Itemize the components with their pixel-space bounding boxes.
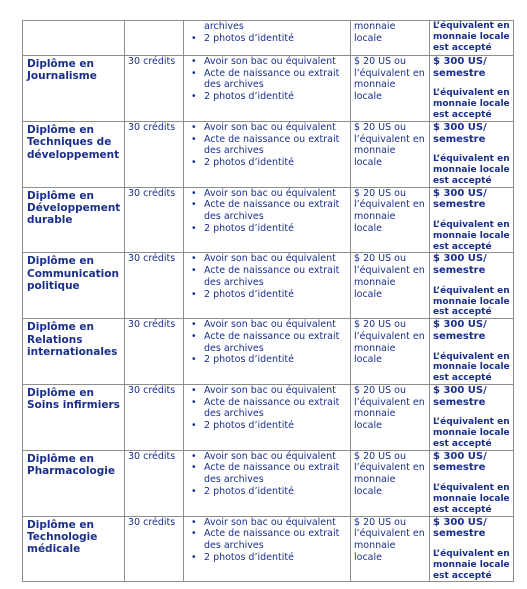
program-name-cell: Diplôme en Journalisme	[23, 56, 125, 122]
requirements-cell	[184, 121, 351, 187]
requirement-item: • Acte de naissance ou extrait des archives	[187, 528, 347, 551]
semester-fee-note: L’équivalent en monnaie locale est accepté	[433, 417, 510, 449]
requirement-item: • 2 photos d’identité	[187, 33, 347, 45]
semester-fee-cell	[430, 319, 514, 385]
requirements-cell	[184, 187, 351, 253]
semester-fee: $ 300 US/ semestre	[433, 253, 487, 277]
semester-fee-cell	[430, 21, 514, 56]
semester-fee: $ 300 US/ semestre	[433, 187, 487, 211]
programs-table	[22, 20, 514, 582]
credits-cell: 30 crédits	[125, 56, 184, 122]
requirement-item: • Acte de naissance ou extrait des archives	[187, 265, 347, 288]
program-name-cell: Diplôme en Pharmacologie	[23, 450, 125, 516]
semester-fee-note: L’équivalent en monnaie locale est accepté	[433, 21, 510, 53]
semester-fee-cell	[430, 121, 514, 187]
local-fee-cell: $ 20 US ou l’équivalent en monnaie locale	[351, 319, 430, 385]
local-fee-cell: $ 20 US ou l’équivalent en monnaie locale	[351, 121, 430, 187]
semester-fee-note: L’équivalent en monnaie locale est accepté	[433, 220, 510, 252]
requirement-item: • Acte de naissance ou extrait des archives	[187, 68, 347, 91]
credits-cell: 30 crédits	[125, 121, 184, 187]
requirements-cell	[184, 384, 351, 450]
requirements-list	[187, 21, 347, 44]
requirements-list	[187, 385, 347, 432]
requirements-list	[187, 188, 347, 235]
programs-table-body	[23, 21, 514, 582]
program-name-cell: Diplôme en Soins infirmiers	[23, 384, 125, 450]
requirement-item: • Avoir son bac ou équivalent	[187, 385, 347, 397]
requirements-list	[187, 122, 347, 169]
table-row	[23, 253, 514, 319]
program-name-cell: Diplôme en Technologie médicale	[23, 516, 125, 582]
semester-fee-cell	[430, 516, 514, 582]
local-fee-cell: monnaie locale	[351, 21, 430, 56]
local-fee-cell: $ 20 US ou l’équivalent en monnaie locale	[351, 56, 430, 122]
semester-fee: $ 300 US/ semestre	[433, 384, 487, 408]
program-name-cell: Diplôme en Techniques de développement	[23, 121, 125, 187]
local-fee-cell: $ 20 US ou l’équivalent en monnaie locale	[351, 187, 430, 253]
requirement-item: • Acte de naissance ou extrait des archives	[187, 134, 347, 157]
local-fee-cell: $ 20 US ou l’équivalent en monnaie locale	[351, 516, 430, 582]
semester-fee: $ 300 US/ semestre	[433, 516, 487, 540]
requirement-item: • Avoir son bac ou équivalent	[187, 451, 347, 463]
semester-fee-note: L’équivalent en monnaie locale est accepté	[433, 548, 510, 581]
requirements-list	[187, 451, 347, 498]
requirement-item: • Avoir son bac ou équivalent	[187, 122, 347, 134]
program-name-cell: Diplôme en Communication politique	[23, 253, 125, 319]
requirement-item: • Avoir son bac ou équivalent	[187, 517, 347, 529]
credits-cell: 30 crédits	[125, 384, 184, 450]
table-row	[23, 384, 514, 450]
requirement-item: • Avoir son bac ou équivalent	[187, 56, 347, 68]
table-row-continued	[23, 21, 514, 56]
requirement-item: • 2 photos d’identité	[187, 420, 347, 432]
semester-fee-cell	[430, 56, 514, 122]
requirement-item: • Avoir son bac ou équivalent	[187, 319, 347, 331]
requirement-item: • 2 photos d’identité	[187, 552, 347, 564]
requirement-item: • 2 photos d’identité	[187, 157, 347, 169]
table-row	[23, 121, 514, 187]
semester-fee-cell	[430, 187, 514, 253]
requirement-item: • Acte de naissance ou extrait des archives	[187, 199, 347, 222]
requirement-item: • Acte de naissance ou extrait des archives	[187, 397, 347, 420]
semester-fee: $ 300 US/ semestre	[433, 121, 487, 145]
requirements-cell	[184, 319, 351, 385]
semester-fee: $ 300 US/ semestre	[433, 450, 487, 474]
requirement-item: • 2 photos d’identité	[187, 289, 347, 301]
program-name-cell	[23, 21, 125, 56]
requirement-item: • Avoir son bac ou équivalent	[187, 188, 347, 200]
requirement-item: • 2 photos d’identité	[187, 223, 347, 235]
semester-fee-note: L’équivalent en monnaie locale est accepté	[433, 88, 510, 120]
table-row	[23, 516, 514, 582]
requirements-cell	[184, 21, 351, 56]
semester-fee: $ 300 US/ semestre	[433, 56, 487, 79]
requirements-cell	[184, 56, 351, 122]
credits-cell: 30 crédits	[125, 516, 184, 582]
table-row	[23, 450, 514, 516]
semester-fee-cell	[430, 384, 514, 450]
requirement-item: • 2 photos d’identité	[187, 91, 347, 103]
requirements-cell	[184, 516, 351, 582]
semester-fee-note: L’équivalent en monnaie locale est accepté	[433, 483, 510, 515]
program-name-cell: Diplôme en Relations internationales	[23, 319, 125, 385]
semester-fee: $ 300 US/ semestre	[433, 319, 487, 342]
semester-fee-cell	[430, 450, 514, 516]
credits-cell: 30 crédits	[125, 187, 184, 253]
requirement-item: archives	[204, 21, 244, 32]
requirements-list	[187, 253, 347, 300]
requirement-item: • Acte de naissance ou extrait des archives	[187, 331, 347, 354]
local-fee-cell: $ 20 US ou l’équivalent en monnaie locale	[351, 253, 430, 319]
credits-cell: 30 crédits	[125, 319, 184, 385]
credits-cell	[125, 21, 184, 56]
requirements-cell	[184, 450, 351, 516]
requirement-item: • 2 photos d’identité	[187, 486, 347, 498]
table-row	[23, 319, 514, 385]
semester-fee-note: L’équivalent en monnaie locale est accepté	[433, 351, 510, 384]
requirements-list	[187, 56, 347, 103]
requirements-cell	[184, 253, 351, 319]
program-name-cell: Diplôme en Développement durable	[23, 187, 125, 253]
semester-fee-note: L’équivalent en monnaie locale est accepté	[433, 285, 510, 318]
requirement-item: • 2 photos d’identité	[187, 354, 347, 366]
table-row	[23, 187, 514, 253]
semester-fee-cell	[430, 253, 514, 319]
table-row	[23, 56, 514, 122]
semester-fee-note: L’équivalent en monnaie locale est accepté	[433, 154, 510, 186]
requirement-item: • Acte de naissance ou extrait des archives	[187, 462, 347, 485]
requirements-list	[187, 517, 347, 564]
requirements-list	[187, 319, 347, 366]
requirement-item: • Avoir son bac ou équivalent	[187, 253, 347, 265]
credits-cell: 30 crédits	[125, 450, 184, 516]
local-fee-cell: $ 20 US ou l’équivalent en monnaie locale	[351, 450, 430, 516]
credits-cell: 30 crédits	[125, 253, 184, 319]
local-fee-cell: $ 20 US ou l’équivalent en monnaie locale	[351, 384, 430, 450]
